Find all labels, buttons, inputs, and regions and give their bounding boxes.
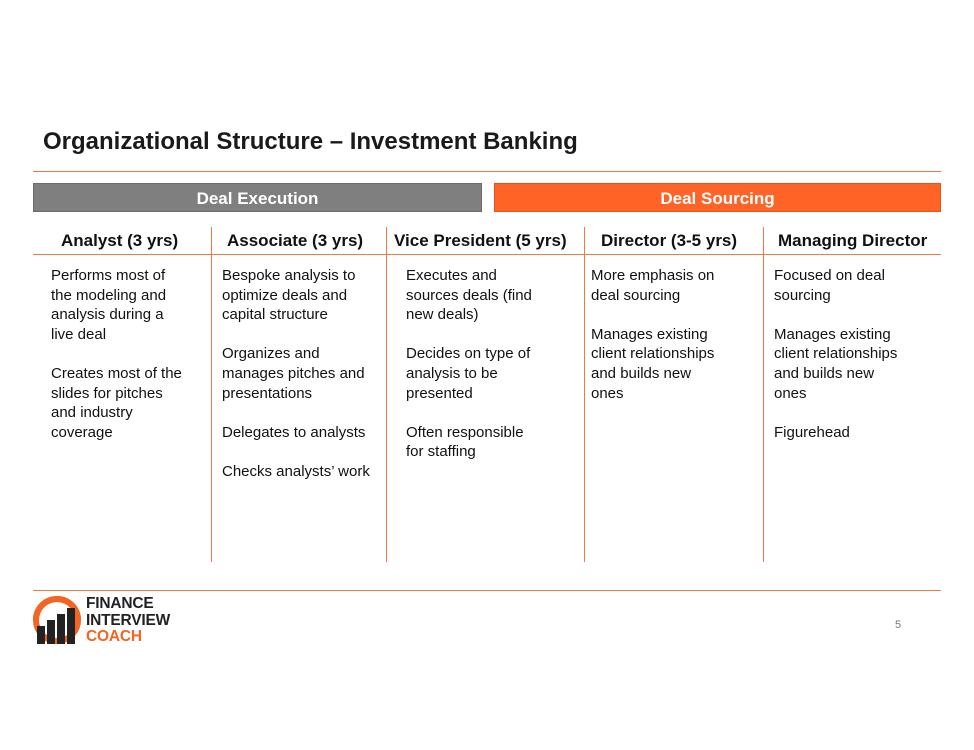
logo-wordmark [86, 596, 170, 646]
column-heading-managing-director: Managing Director [778, 231, 928, 250]
slide-title: Organizational Structure – Investment Banking [43, 128, 578, 155]
column-body-associate [222, 266, 386, 501]
logo-line-coach: COACH [86, 628, 142, 645]
vice-president-duty: Often responsible for staffing [406, 423, 524, 461]
finance-interview-coach-logo-icon [33, 596, 81, 646]
column-heading-analyst: Analyst (3 yrs) [61, 231, 179, 250]
analyst-duty: Performs most of the modeling and analysis during a live deal [51, 267, 167, 343]
associate-duty: Organizes and manages pitches and presentations [222, 345, 365, 402]
column-separator [584, 227, 585, 562]
vice-president-duty: Decides on type of analysis to be presented [406, 345, 531, 402]
director-duty: More emphasis on deal sourcing [591, 267, 715, 304]
associate-duty: Delegates to analysts [222, 423, 366, 441]
column-heading-director: Director (3-5 yrs) [601, 231, 738, 250]
managing-director-duty: Figurehead [774, 423, 850, 441]
logo-line-finance: FINANCE [86, 595, 154, 612]
column-body-analyst [51, 266, 207, 462]
column-body-managing-director [774, 266, 940, 462]
deal-sourcing-banner: Deal Sourcing [494, 183, 941, 212]
column-separator [386, 227, 387, 562]
logo-line-interview: INTERVIEW [86, 611, 171, 629]
column-heading-associate: Associate (3 yrs) [227, 231, 364, 250]
managing-director-duty: Manages existing client relationships and builds new ones [774, 325, 898, 402]
deal-execution-banner: Deal Execution [33, 183, 482, 212]
column-separator [211, 227, 212, 562]
column-body-vice-president [406, 266, 581, 482]
column-body-director [591, 266, 759, 423]
column-heading-vice-president: Vice President (5 yrs) [394, 231, 567, 250]
associate-duty: Checks analysts’ work [222, 462, 370, 480]
title-divider [33, 171, 941, 172]
page-number: 5 [895, 619, 902, 631]
column-separator [763, 227, 764, 562]
vice-president-duty: Executes and sources deals (find new deals) [406, 267, 532, 324]
managing-director-duty: Focused on deal sourcing [774, 267, 885, 304]
header-divider [33, 254, 941, 255]
footer-divider [33, 590, 941, 591]
director-duty: Manages existing client relationships and builds new ones [591, 325, 715, 402]
associate-duty: Bespoke analysis to optimize deals and capital structure [222, 267, 356, 324]
analyst-duty: Creates most of the slides for pitches and industry coverage [51, 364, 182, 441]
